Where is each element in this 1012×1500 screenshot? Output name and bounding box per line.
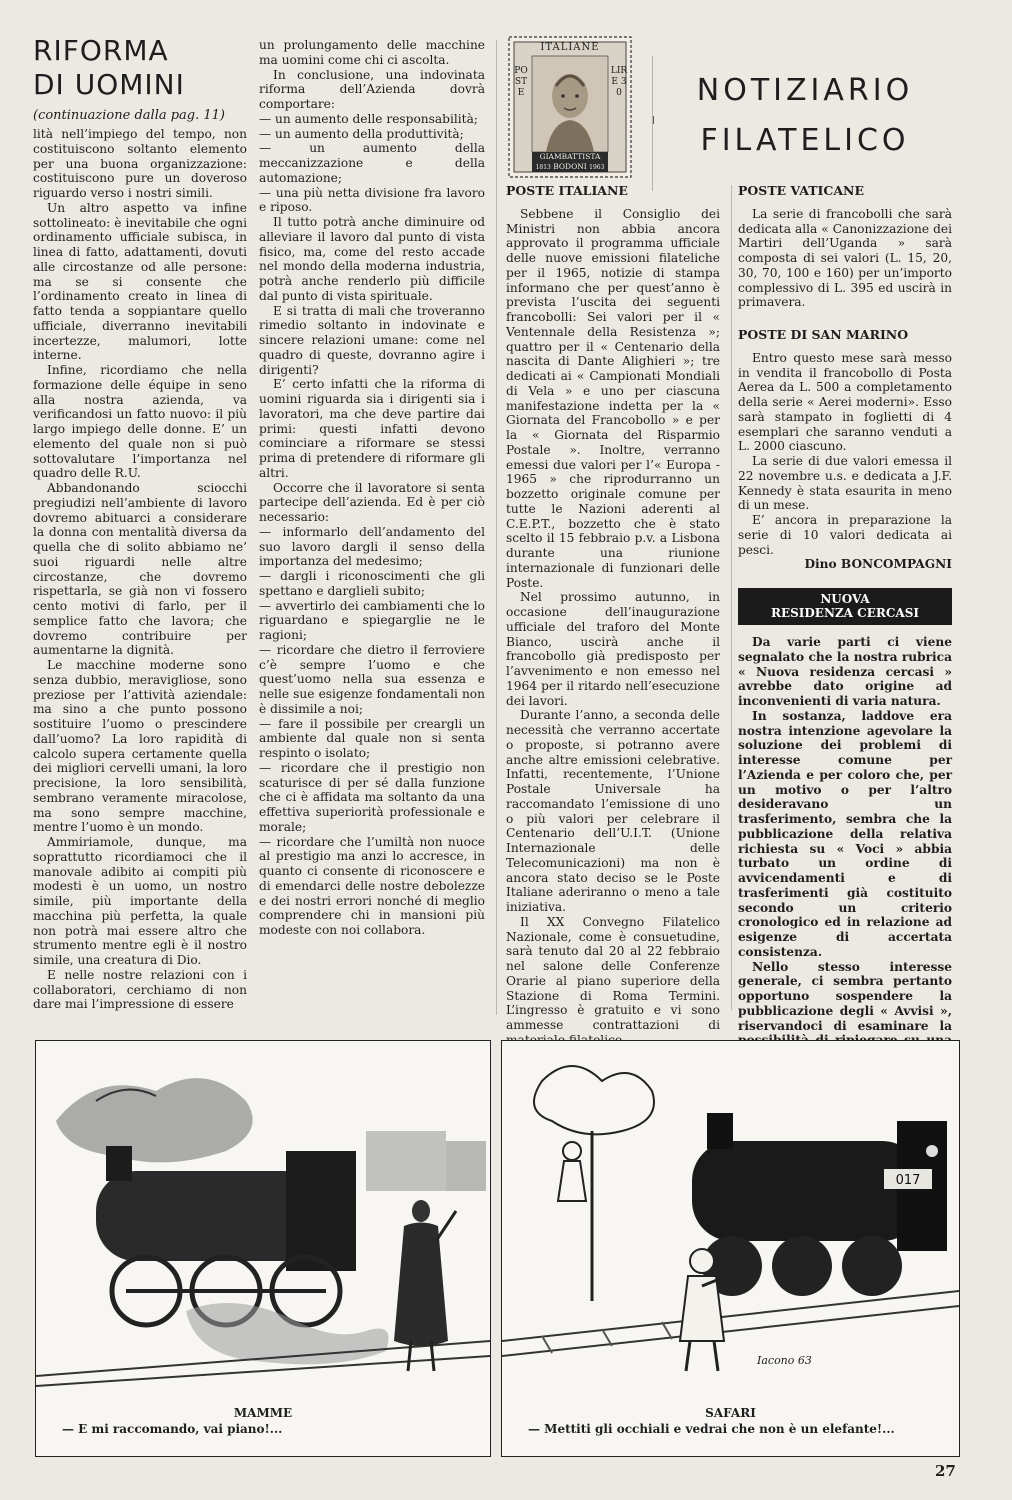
paragraph: Da varie parti ci viene segnalato che la nostra rubrica « Nuova residenza cercasi » avrebbe dato origine ad inconvenienti di varia natura.	[738, 635, 952, 708]
article-title-line-1: RIFORMA	[33, 34, 169, 67]
cartoon-title: MAMME	[233, 1406, 293, 1420]
list-item: — fare il possibile per creargli un ambiente dal quale non si senta respinto o isolato;	[259, 716, 485, 760]
residenza-banner	[738, 588, 952, 625]
list-item: — un aumento delle responsabilità;	[259, 111, 478, 126]
list-item: — ricordare che l’umiltà non nuoce al prestigio ma anzi lo accresce, in quanto ci consente di riconoscere e di emendarci delle nostre debolezze e dei nostri errori nonché di meglio comprendere chi in mansioni più modeste con noi collabora.	[259, 834, 485, 937]
list-item: — ricordare che dietro il ferroviere c’è sempre l’uomo e che quest’uomo nella sua essenza e nelle sue esigenze fondamentali non è dissimile a noi;	[259, 642, 485, 716]
article-text-col1	[33, 127, 247, 1012]
paragraph: In sostanza, laddove era nostra intenzione agevolare la soluzione dei problemi di interesse comune per l’Azienda e per coloro che, per un motivo o per l’altro desideravano un trasferimento, sembra che la pubblicazione della relativa richiesta su « Voci » abbia turbato un ordine di avvicendamenti e di trasferimenti già costituito secondo un criterio cronologico ed in relazione ad esigenze di accertata consistenza.	[738, 708, 952, 959]
notiziario-title-line-1: NOTIZIARIO	[696, 73, 914, 108]
paragraph: Entro questo mese sarà messo in vendita il francobollo di Posta Aerea da L. 500 a completamento della serie « Aerei moderni». Esso sarà stampato in foglietti di 4 esemplari che saranno venduti a L. 2000 ciascuno.	[738, 350, 952, 454]
list-item: — un aumento della produttività;	[259, 126, 464, 141]
residenza-banner-line-1: NUOVA	[820, 592, 870, 606]
postage-stamp	[508, 36, 632, 178]
paragraph: Il XX Convegno Filatelico Nazionale, come è consuetudine, sarà tenuto dal 20 al 22 febbraio nel salone delle Conferenze Orarie al piano superiore della Stazione di Roma Termini. L’ingresso è gratuito e vi sono ammesse contrattazioni di	[506, 914, 720, 1032]
paragraph: E’ ancora in preparazione la serie di 10 valori dedicata ai pesci.	[738, 513, 952, 557]
paragraph: Il tutto potrà anche diminuire od alleviare il lavoro dal punto di vista fisico, ma, come del resto accade nel mondo della moderna industria, potrà anche renderlo più difficile dal punto di vista spirituale.	[259, 215, 485, 303]
paragraph: Nel prossimo autunno, in occasione dell’inaugurazione ufficiale del traforo del Monte Bianco, uscirà anche il francobollo già predisposto per l’avvenimento e non emesso nel 1964 per il ritardo nell’esecuzione dei lavori.	[506, 590, 720, 708]
stamp-top-text: ITALIANE	[540, 42, 600, 53]
paragraph: Sebbene il Consiglio dei Ministri non abbia ancora approvato il programma ufficiale delle nuove emissioni filateliche per il 1965, notizie di stampa informano che per quest’anno è prevista l’uscita dei seguenti francobolli: Sei valori per il « Ventennale della Resistenza »; quattro per il « Centenario della nascita di Dante Alighieri »; tre dedicati ai « Campionati Mondiali di Vela » e uno per ciascuna manifestazione indetta per la « Giornata del Francobollo » e per la « Giornata del Risparmio Postale ». Inoltre, verranno emessi due valori per l’« Europa - 1965 » che riprodurranno un bozzetto originale comune per tutte le Nazioni aderenti al C.E.P.T., bozzetto che è stato scelto il 15 febbraio p.v. a Lisbona durante una riunione internazionale di funzionari delle Poste.	[506, 206, 720, 590]
paragraph: Durante l’anno, a seconda delle necessità che verranno accertate o proposte, si potranno avere anche altre emissioni celebrative. Infatti, recentemente, l’Unione Postale Universale ha raccomandato l’emissione di uno o più valori per celebrare il Centenario dell’U.I.T. (Unione Internazionale delle Telecomunicazioni) ma non è ancora stato deciso se le Poste Italiane aderiranno o meno a tale iniziativa.	[506, 708, 720, 914]
cartoon-title: SAFARI	[705, 1406, 756, 1420]
paragraph: Ammiriamole, dunque, ma soprattutto ricordiamoci che il manovale adibito ai compiti più modesti è un uomo, un nostro simile, più importante della macchina più perfetta, la quale non potrà mai essere altro che strumento mentre egli è il nostro simile, una creatura di Dio.	[33, 835, 247, 967]
notiziario-title-line-2: FILATELICO	[700, 123, 910, 158]
list-item: — una più netta divisione fra lavoro e riposo.	[259, 185, 485, 215]
article-column-2	[259, 38, 485, 938]
loco-number: 017	[895, 1173, 921, 1188]
continuation-note: (continuazione dalla pag. 11)	[33, 108, 226, 123]
paragraph: E nelle nostre relazioni con i collaboratori, cerchiamo di non dare mai l’impressione di essere	[33, 967, 247, 1012]
column-divider	[731, 185, 732, 1010]
list-item: — ricordare che il prestigio non scaturisce di per sé dalla funzione che ci è affidata ma soltanto da una effettiva superiorità professionale e morale;	[259, 760, 485, 834]
cartoon-caption: — Mettiti gli occhiali e vedrai che non è un elefante!...	[528, 1422, 895, 1436]
poste-italiane-section	[506, 184, 720, 1048]
stamp-left-text: POSTE	[514, 66, 528, 98]
page-number: 27	[935, 1462, 956, 1480]
author-signature: Dino BONCOMPAGNI	[804, 557, 952, 572]
notiziario-title	[655, 66, 955, 166]
list-item: — avvertirlo dei cambiamenti che lo riguardano e spiegarglie ne le ragioni;	[259, 598, 485, 642]
article-column-1	[33, 34, 247, 1012]
cartoon-safari-illustration	[502, 1041, 959, 1391]
paragraph: un prolungamento delle macchine ma uomini come chi ci ascolta.	[259, 38, 485, 67]
paragraph: E si tratta di mali che troveranno rimedio soltanto in indovinate e sincere relazioni umane: come nel quadro di queste, dovranno agire i dirigenti?	[259, 303, 485, 377]
paragraph: lità nell’impiego del tempo, non costituiscono soltanto elemento per una buona organizzazione: costituiscono pure un doveroso riguardo verso i nostri simili.	[33, 127, 247, 200]
article-title-line-2: DI UOMINI	[33, 68, 185, 101]
title-divider	[652, 56, 653, 191]
poste-vaticane-heading: POSTE VATICANE	[738, 183, 864, 198]
article-title	[33, 34, 247, 102]
list-item: — un aumento della meccanizzazione e della automazione;	[259, 141, 485, 185]
paragraph: In conclusione, una indovinata riforma dell’Azienda dovrà comportare:	[259, 67, 485, 111]
paragraph: Abbandonando sciocchi pregiudizi nell’ambiente di lavoro dovremo abituarci a considerare la donna con mentalità diversa da quella che di solito abbiamo ne’ suoi riguardi nelle altre circostanze, che dovremo rispettarla, se già non vi fossero cento motivi di farlo, per il semplice fatto che lavora; che dovremo contribuire per aumentarne la dignità.	[33, 481, 247, 658]
paragraph: E’ certo infatti che la riforma di uomini riguarda sia i dirigenti sia i lavoratori, ma che deve partire dai primi: questi infatti devono cominciare a riformare se stessi prima di pretendere di riformare gli altri.	[259, 377, 485, 480]
stamp-name-line-2	[532, 162, 608, 173]
paragraph: Le macchine moderne sono senza dubbio, meravigliose, sono preziose per l’attività aziendale: ma sino a che punto possono sostituire l’uomo o prescindere dall’uomo? La loro rapidità di calcolo supera certamente quella dei migliori cervelli umani, la loro precisione, la loro sensibilità, sembrano veramente miracolose, ma sono sempre macchine, mentre l’uomo è un mondo.	[33, 658, 247, 835]
stamp-year-left: 1813	[535, 163, 551, 171]
cartoon-mamme-illustration	[36, 1041, 490, 1391]
stamp-name-line-1: GIAMBATTISTA	[539, 152, 601, 161]
right-column	[738, 184, 952, 1122]
paragraph: Un altro aspetto va infine sottolineato: è inevitabile che ogni ordinamento ufficiale subisca, in linea di fatto, adattamenti, dovuti alle circostanze od alle persone: ma se si consente che l’ordinamento creato in linea di fatto tenda a soppiantare quello ufficiale, diverranno inevitabili incertezze, malumori, lotte interne.	[33, 200, 247, 363]
cartoon-caption: — E mi raccomando, vai piano!...	[62, 1422, 283, 1436]
residenza-banner-line-2: RESIDENZA CERCASI	[771, 606, 919, 620]
artist-signature: Iacono 63	[757, 1354, 812, 1367]
stamp-name-box	[532, 152, 608, 172]
cartoon-mamme	[35, 1040, 491, 1457]
paragraph: Occorre che il lavoratore si senta partecipe dell’azienda. Ed è per ciò necessario:	[259, 480, 485, 524]
column-divider	[496, 40, 497, 1015]
poste-san-marino-heading: POSTE DI SAN MARINO	[738, 327, 909, 342]
paragraph: La serie di due valori emessa il 22 novembre u.s. e dedicata a J.F. Kennedy è stata esaurita in meno di un mese.	[738, 454, 952, 513]
paragraph: Nello stesso interesse generale, ci sembra pertanto opportuno sospendere la pubblicazione degli « Avvisi », riservandoci di esaminare la	[738, 959, 952, 1033]
stamp-right-text: LIRE 30	[610, 66, 628, 98]
paragraph: La serie di francobolli che sarà dedicata alla « Canonizzazione dei Martiri dell’Uganda » sarà composta di sei valori (L. 15, 20, 30, 70, 100 e 160) per un’importo complessivo di L. 395 ed uscirà in primavera.	[738, 206, 952, 310]
list-item: — informarlo dell’andamento del suo lavoro dargli il senso della importanza del medesimo;	[259, 524, 485, 569]
cartoon-safari	[501, 1040, 960, 1457]
stamp-name-bodoni: BODONI	[553, 161, 587, 171]
poste-italiane-heading: POSTE ITALIANE	[506, 183, 628, 198]
list-item: — dargli i riconoscimenti che gli spettano e darglieli subito;	[259, 569, 485, 598]
stamp-year-right: 1963	[589, 163, 605, 171]
paragraph: Infine, ricordiamo che nella formazione delle équipe in seno alla nostra azienda, va verificandosi un fatto nuovo: il più largo impiego delle donne. E’ un elemento del quale non si può sottovalutare l’importanza nel quadro delle R.U.	[33, 363, 247, 481]
